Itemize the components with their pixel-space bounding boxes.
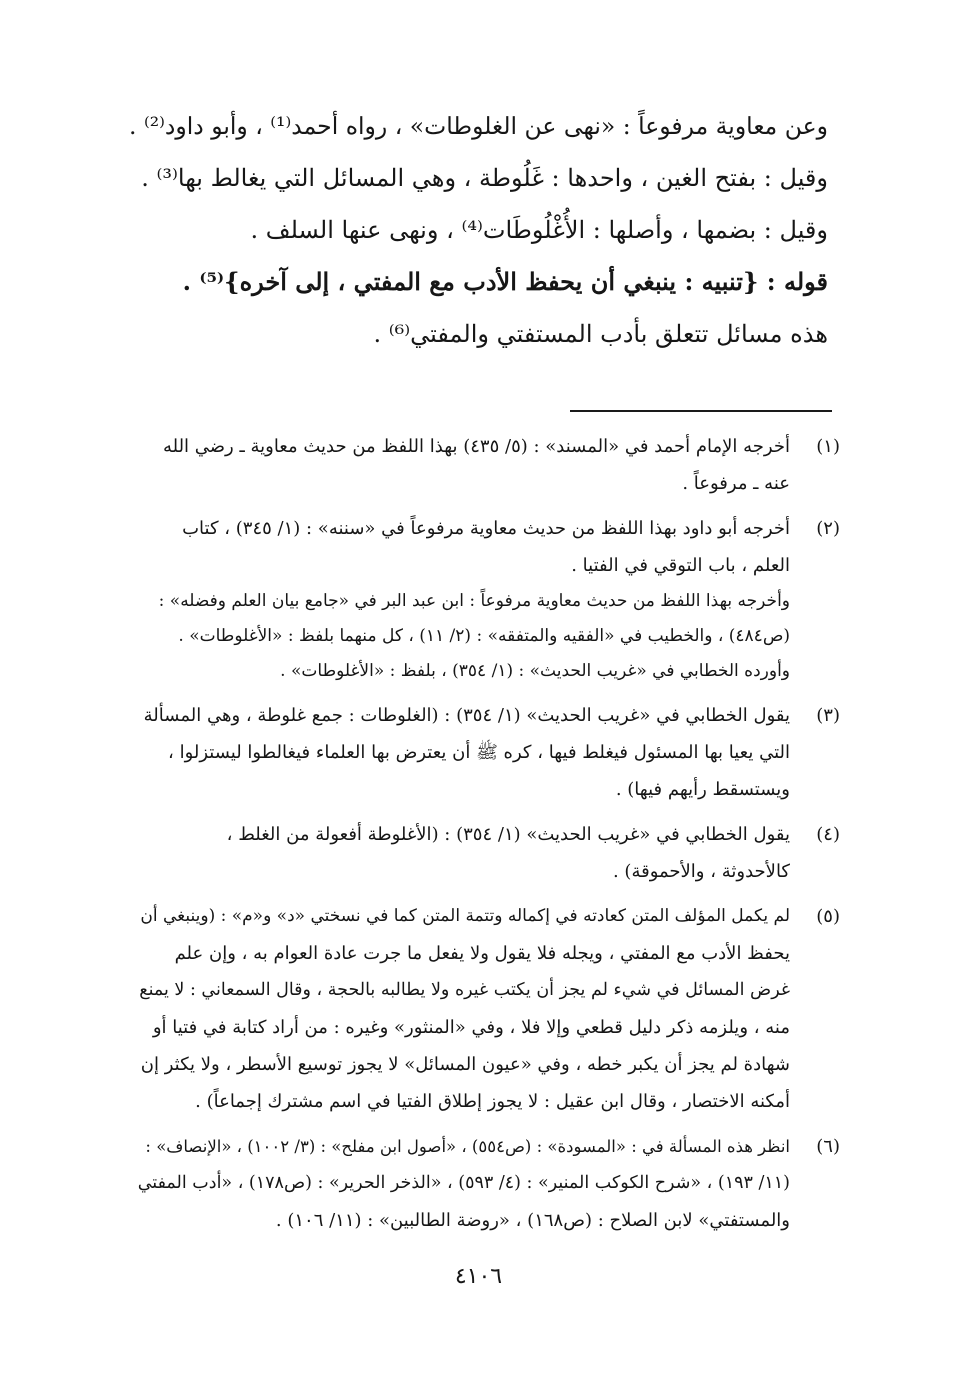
footnote-line: العلم ، باب التوقي في الفتيا . [571,555,790,576]
main-line: وقيل : بضمها ، وأصلها : الأُغْلُوطَات⁽⁴⁾ ، ونهى عنها السلف . [250,216,828,244]
footnote-4 [128,816,840,890]
footnote-line: (ص٤٨٤) ، والخطيب في «الفقيه والمتفقه» : (٢/ ١١) ، كل منهما بلفظ : «الأغلوطات» . [178,626,790,646]
footnote-6 [128,1128,840,1239]
main-line: وقيل : بفتح الغين ، واحدها : غَلُوطة ، وهي المسائل التي يغالط بها⁽³⁾ . [141,164,828,192]
footnote-line: منه ، ويلزمه ذكر دليل قطعي وإلا فلا ، وفي «المنثور» وغيره : من أراد كتابة في فتيا أو [152,1017,790,1038]
page-number: ٤١٠٦ [454,1264,503,1289]
footnote-line: وأورده الخطابي في «غريب الحديث» : (١/ ٣٥٤) ، بلفظ : «الأغلوطات» . [280,661,790,681]
footnote-3 [128,697,840,808]
footnote-line: شهادة لم يجز أن يكبر خطه ، وفي «عيون المسائل» لا يجوز توسيع الأسطر ، ولا يكثر إن [140,1054,790,1075]
footnote-line: كالأحدوثة ، والأحموقة) . [612,861,790,882]
footnote-number: (٦) [816,1136,840,1157]
footnote-line: (١١/ ١٩٣) ، «شرح الكوكب المنير» : (٤/ ٥٩٣) ، «الذخر الحرير» : (ص١٧٨) ، «أدب المفتي [137,1173,790,1193]
footnote-number: (٥) [816,906,840,927]
footnote-line: يقول الخطابي في «غريب الحديث» (١/ ٣٥٤) : (الأغلوطة أفعولة من الغلط ، [226,824,790,845]
footnote-line: لم يكمل المؤلف المتن كعادته في إكماله وتتمة المتن كما في نسختي «د» و«م» : (وينبغي أن [140,906,790,926]
footnote-line: غرض المسائل في شيء لم يجز أن يكتب غيره ولا يطالبه بالحجة ، وقال السمعاني : لا يمنع [139,980,790,1000]
main-text [128,100,828,360]
footnote-line: ويستسقط رأيهم فيها) . [615,779,790,800]
footnote-line: يقول الخطابي في «غريب الحديث» (١/ ٣٥٤) : (الغلوطات : جمع غلوطة ، وهي المسألة [143,705,790,726]
footnote-line: التي يعيا بها المسئول فيغلط فيها ، كره ﷺ أن يعترض بها العلماء فيغالطوا ليستزلوا ، [168,742,790,763]
footnote-separator [570,410,832,412]
main-line-bold: قوله : {تنبيه : ينبغي أن يحفظ الأدب مع المفتي ، إلى آخره}⁽⁵⁾ . [182,267,828,296]
footnote-number: (٣) [816,705,840,726]
footnote-line: انظر هذه المسألة في : «المسودة» : (ص٥٥٤) ، «أصول ابن مفلح» : (٣/ ١٠٠٢) ، «الإنصاف» : [145,1137,790,1156]
main-line: وعن معاوية مرفوعاً : «نهى عن الغلوطات» ، رواه أحمد⁽¹⁾ ، وأبو داود⁽²⁾ . [129,112,828,140]
footnote-line: يحفظ الأدب مع المفتي ، ويجله فلا يقول ولا يفعل ما جرت عادة العوام به ، وإن علم [174,943,790,964]
footnote-2 [128,510,840,689]
main-line: هذه مسائل تتعلق بأدب المستفتي والمفتي⁽⁶⁾ . [373,320,828,348]
footnote-number: (٢) [816,518,840,539]
footnote-line: أخرجه أبو داود بهذا اللفظ من حديث معاوية مرفوعاً في «سننه» : (١/ ٣٤٥) ، كتاب [182,518,790,539]
footnote-line: أخرجه الإمام أحمد في «المسند» : (٥/ ٤٣٥) بهذا اللفظ من حديث معاوية ـ رضي الله [162,436,790,457]
footnote-line: عنه ـ مرفوعاً . [682,473,790,494]
footnotes [128,428,840,1239]
footnote-number: (١) [816,436,840,457]
footnote-line: وأخرجه بهذا اللفظ من حديث معاوية مرفوعاً : ابن عبد البر في «جامع بيان العلم وفضله» : [158,591,790,611]
footnote-5 [128,898,840,1120]
footnote-line: أمكنه الاختصار ، وقال ابن عقيل : لا يجوز إطلاق الفتيا في اسم مشترك إجماعاً) . [195,1091,790,1112]
footnote-number: (٤) [816,824,840,845]
footnote-line: والمستفتي» لابن الصلاح : (ص١٦٨) ، «روضة الطالبين» : (١١/ ١٠٦) . [275,1210,790,1231]
footnote-1 [128,428,840,502]
